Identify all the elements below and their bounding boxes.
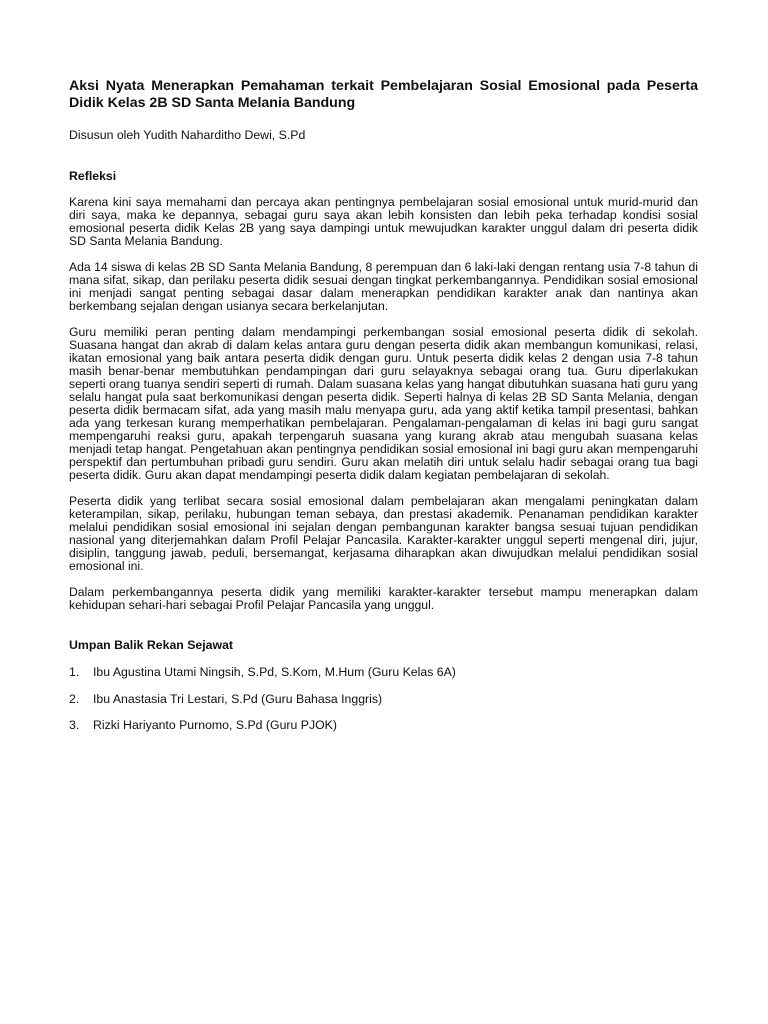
list-number: 2. [69,691,80,706]
list-number: 1. [69,665,80,679]
list-text: Rizki Hariyanto Purnomo, S.Pd (Guru PJOK) [93,718,337,732]
list-text: Ibu Agustina Utami Ningsih, S.Pd, S.Kom, M.Hum (Guru Kelas 6A) [93,665,456,679]
section-heading-umpan-balik: Umpan Balik Rekan Sejawat [69,638,234,652]
author-line: Disusun oleh Yudith Naharditho Dewi, S.Pd [69,128,306,142]
list-number: 3. [69,718,80,732]
list-item [69,665,698,679]
section-heading-refleksi: Refleksi [69,169,117,183]
list-text: Ibu Anastasia Tri Lestari, S.Pd (Guru Bahasa Inggris) [93,691,383,706]
document-title: Aksi Nyata Menerapkan Pemahaman terkait Pembelajaran Sosial Emosional pada Peserta Didik Kelas 2B SD Santa Melania Bandung [69,78,698,111]
paragraph: Guru memiliki peran penting dalam mendampingi perkembangan sosial emosional peserta didik di sekolah. Suasana hangat dan akrab di dalam kelas antara guru dengan peserta didik akan membangun komunikasi, relasi, ikatan emosional yang baik antara peserta didik dengan guru. Untuk peserta didik kelas 2 dengan usia 7-8 tahun masih benar-benar membutuhkan pendampingan dari guru selayaknya sebagai orang tua. Guru diperlakukan seperti orang tuanya sendiri seperti di rumah. Dalam suasana kelas yang hangat dibutuhkan suasana hati guru yang selalu hangat pula saat berkomunikasi dengan peserta didik. Seperti halnya di kelas 2B SD Santa Melania, dengan peserta didik bermacam sifat, ada yang masih malu menyapa guru, ada yang aktif ketika tampil presentasi, bahkan ada yang terkesan kurang memperhatikan pembelajaran. Pengalaman-pengalaman di kelas ini bagi guru sangat mempengaruhi reaksi guru, apakah terpengaruh suasana yang kurang akrab atau mengubah suasana kelas menjadi tetap hangat. Pengetahuan akan pentingnya pendidikan sosial emosional ini bagi guru akan mempengaruhi perspektif dan pertumbuhan pribadi guru sendiri. Guru akan melatih diri untuk selalu hadir sebagai orang tua bagi peserta didik. Guru akan dapat mendampingi peserta didik dalam kegiatan pembelajaran di sekolah. [69,325,698,482]
peer-feedback-list [69,665,698,732]
document-page [69,78,698,745]
paragraph: Dalam perkembangannya peserta didik yang memiliki karakter-karakter tersebut mampu menerapkan dalam kehidupan sehari-hari sebagai Profil Pelajar Pancasila yang unggul. [69,585,698,612]
paragraph: Peserta didik yang terlibat secara sosial emosional dalam pembelajaran akan mengalami peningkatan dalam keterampilan, sikap, perilaku, hubungan teman sebaya, dan prestasi akademik. Penanaman pendidikan karakter melalui pendidikan sosial emosional ini sejalan dengan pembangunan karakter bangsa sesuai tujuan pendidikan nasional yang diterjemahkan dalam Profil Pelajar Pancasila. Karakter-karakter unggul seperti mengenal diri, jujur, disiplin, tanggung jawab, peduli, bersemangat, kerjasama diharapkan akan diwujudkan melalui pendidikan sosial emosional ini. [69,494,698,573]
paragraph: Karena kini saya memahami dan percaya akan pentingnya pembelajaran sosial emosional untuk murid-murid dan diri saya, maka ke depannya, sebagai guru saya akan lebih konsisten dan lebih peka terhadap kondisi sosial emosional peserta didik Kelas 2B yang saya dampingi untuk mewujudkan karakter unggul dalam dri peserta didik SD Santa Melania Bandung. [69,195,698,248]
paragraph: Ada 14 siswa di kelas 2B SD Santa Melania Bandung, 8 perempuan dan 6 laki-laki dengan rentang usia 7-8 tahun di mana sifat, sikap, dan perilaku peserta didik sesuai dengan tingkat perkembangannya. Pendidikan sosial emosional ini menjadi sangat penting sebagai dasar dalam menerapkan pendidikan karakter anak dan nantinya akan berkembang sejalan dengan usianya secara berkelanjutan. [69,260,698,313]
list-item [69,692,698,706]
list-item [69,718,698,732]
